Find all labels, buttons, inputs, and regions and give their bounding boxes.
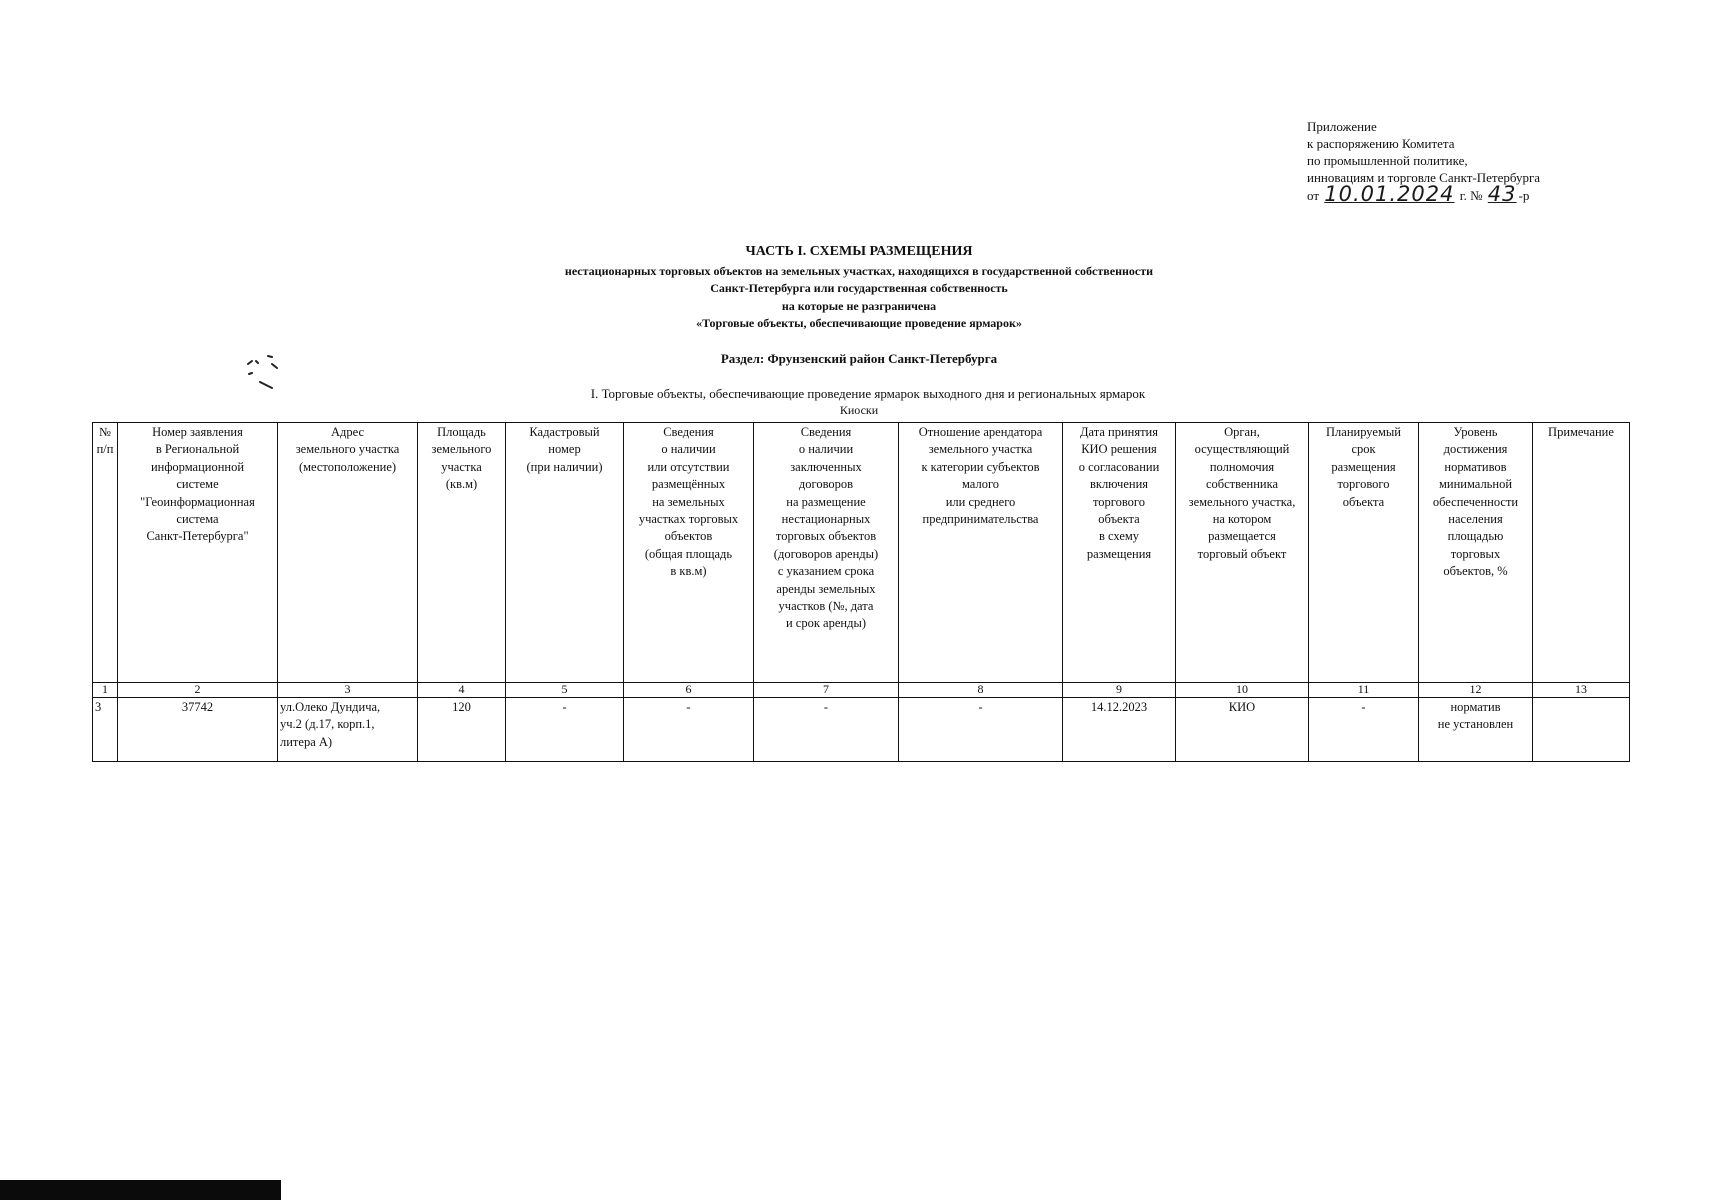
header-cell: Примечание — [1533, 423, 1630, 683]
table-cell: - — [506, 698, 624, 762]
column-number-cell: 12 — [1419, 683, 1533, 698]
table-cell: норматив не установлен — [1419, 698, 1533, 762]
header-cell: № п/п — [93, 423, 118, 683]
table-cell: 120 — [418, 698, 506, 762]
column-number-cell: 13 — [1533, 683, 1630, 698]
header-cell: Номер заявления в Региональной информационной системе "Геоинформационная система Санкт-Петербурга" — [118, 423, 278, 683]
number-prefix: г. № — [1459, 188, 1483, 203]
kiosk-placement-table — [92, 422, 1630, 762]
header-cell: Орган, осуществляющий полномочия собственника земельного участка, на котором размещается торговый объект — [1176, 423, 1309, 683]
group-heading: I. Торговые объекты, обеспечивающие проведение ярмарок выходного дня и региональных ярмарок — [590, 386, 1146, 401]
column-number-cell: 4 — [418, 683, 506, 698]
document-subtitle: Санкт-Петербурга или государственная собственность — [710, 281, 1008, 295]
handwritten-date: 10.01.2024 — [1324, 182, 1455, 206]
table-cell: - — [754, 698, 899, 762]
header-cell: Кадастровый номер (при наличии) — [506, 423, 624, 683]
header-cell: Дата принятия КИО решения о согласовании включения торгового объекта в схему размещения — [1063, 423, 1176, 683]
header-cell: Планируемый срок размещения торгового объекта — [1309, 423, 1419, 683]
pen-mark-scribble — [246, 352, 296, 392]
table-cell: 3 — [93, 698, 118, 762]
table-header-row — [93, 423, 1630, 683]
header-cell: Сведения о наличии заключенных договоров на размещение нестационарных торговых объектов (договоров аренды) с указанием срока аренды земельных участков (№, дата и срок аренды) — [754, 423, 899, 683]
document-subtitle: на которые не разграничена — [781, 299, 937, 313]
table-cell: КИО — [1176, 698, 1309, 762]
document-title: ЧАСТЬ I. СХЕМЫ РАЗМЕЩЕНИЯ — [745, 244, 973, 259]
appendix-line: по промышленной политике, — [1307, 153, 1468, 168]
header-cell: Адрес земельного участка (местоположение) — [278, 423, 418, 683]
scan-edge-bar — [0, 1180, 281, 1200]
column-numbers-row — [93, 683, 1630, 698]
table-row — [93, 698, 1630, 762]
kiosks-heading: Киоски — [839, 403, 879, 417]
appendix-block — [1307, 118, 1540, 204]
header-cell: Уровень достижения нормативов минимальной обеспеченности населения площадью торговых объектов, % — [1419, 423, 1533, 683]
table-cell — [1533, 698, 1630, 762]
date-prefix: от — [1307, 188, 1320, 203]
appendix-line: инновациям и торговле Санкт-Петербурга — [1307, 170, 1541, 185]
column-number-cell: 2 — [118, 683, 278, 698]
table-cell: - — [899, 698, 1063, 762]
column-number-cell: 3 — [278, 683, 418, 698]
column-number-cell: 8 — [899, 683, 1063, 698]
header-cell: Сведения о наличии или отсутствии размещённых на земельных участках торговых объектов (общая площадь в кв.м) — [624, 423, 754, 683]
appendix-line: к распоряжению Комитета — [1307, 136, 1455, 151]
column-number-cell: 9 — [1063, 683, 1176, 698]
table-cell: 37742 — [118, 698, 278, 762]
table-cell: - — [1309, 698, 1419, 762]
appendix-line: Приложение — [1307, 119, 1377, 134]
table-cell: ул.Олеко Дундича, уч.2 (д.17, корп.1, литера А) — [278, 698, 418, 762]
column-number-cell: 5 — [506, 683, 624, 698]
column-number-cell: 7 — [754, 683, 899, 698]
document-subtitle: нестационарных торговых объектов на земельных участках, находящихся в государственной собственности — [564, 264, 1154, 278]
column-number-cell: 6 — [624, 683, 754, 698]
handwritten-number: 43 — [1487, 182, 1517, 206]
document-subtitle: «Торговые объекты, обеспечивающие проведение ярмарок» — [696, 316, 1022, 330]
header-cell: Отношение арендатора земельного участка к категории субъектов малого или среднего предпринимательства — [899, 423, 1063, 683]
column-number-cell: 10 — [1176, 683, 1309, 698]
column-number-cell: 1 — [93, 683, 118, 698]
table-cell: 14.12.2023 — [1063, 698, 1176, 762]
number-suffix: -р — [1518, 188, 1530, 203]
section-heading: Раздел: Фрунзенский район Санкт-Петербурга — [720, 351, 998, 366]
header-cell: Площадь земельного участка (кв.м) — [418, 423, 506, 683]
appendix-date-line — [1307, 182, 1540, 206]
table-cell: - — [624, 698, 754, 762]
column-number-cell: 11 — [1309, 683, 1419, 698]
